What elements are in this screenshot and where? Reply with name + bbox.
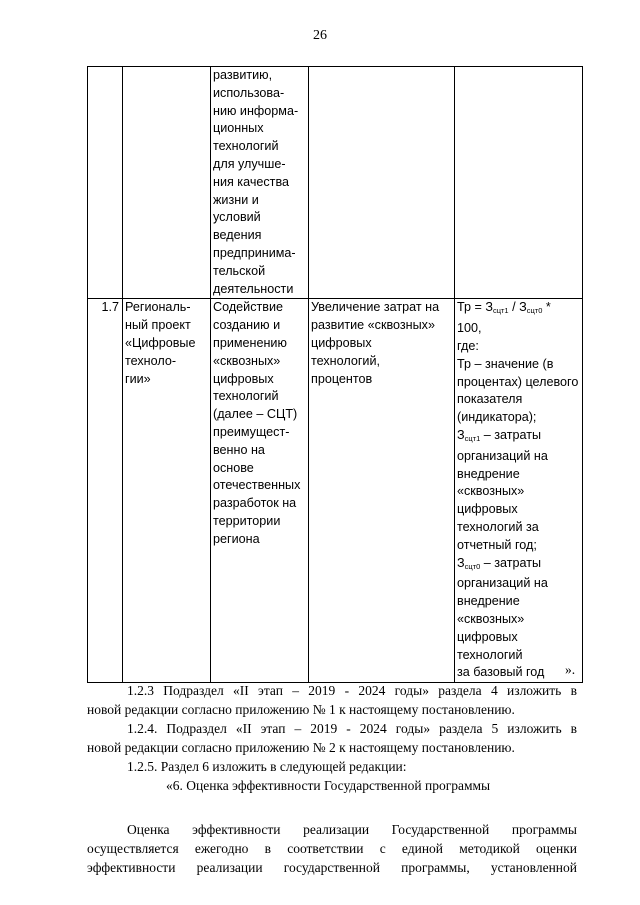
text-line: цифровых [213,371,274,386]
formula-text: – затраты [480,555,542,570]
text-line: жизни и [213,192,259,207]
text-line: ционных [213,121,264,136]
text-line: территории [213,513,281,528]
text-line: тельской [213,263,266,278]
table-row-continuation [88,67,583,299]
row-number: 1.7 [101,300,119,315]
text-line: предпринима- [213,245,296,260]
formula-text: * [542,300,551,315]
text-line: условий [213,210,261,225]
formula-line [457,299,580,320]
text-line: организаций на [457,576,548,591]
cell-task-continuation [211,67,309,299]
paragraph-line: осуществляется ежегодно в соответствии с единой методикой оценки [87,841,577,856]
text-line: ведения [213,228,262,243]
text-line: преимущест- [213,424,290,439]
formula-subscript: сцт1 [492,306,509,316]
body-paragraph [87,820,577,877]
text-line: процентов [311,371,373,386]
text-line: показателя [457,392,523,407]
text-line: (далее – СЦТ) [213,407,298,422]
text-line: гии» [125,371,151,386]
text-line: Содействие [213,300,284,315]
text-line: техноло- [125,353,177,368]
formula-text: З [457,427,465,442]
paragraph-1-2-3 [87,681,577,719]
paragraph-line: Оценка эффективности реализации Государственной программы [127,822,577,837]
paragraph-line: эффективности реализации государственной программы, установленной [87,860,577,875]
text-line: внедрение [457,466,520,481]
text-line: (индикатора); [457,410,537,425]
cell-project [123,67,211,299]
formula-line [457,555,580,576]
text-line: 100, [457,321,482,336]
closing-quote: ». [565,662,576,677]
paragraph-1-2-5: 1.2.5. Раздел 6 изложить в следующей редакции: [127,759,407,774]
text-line: организаций на [457,448,548,463]
text-line: «сквозных» [457,611,525,626]
text-line: цифровых [457,502,518,517]
paragraph-line: 1.2.4. Подраздел «II этап – 2019 - 2024 годы» раздела 5 изложить в [127,721,577,736]
cell-formula [455,67,583,299]
cell-task [211,299,309,683]
text-line: развитие «сквозных» [311,318,435,333]
text-line: внедрение [457,594,520,609]
page-number: 26 [313,28,327,43]
text-line: «Цифровые [125,335,196,350]
cell-indicator [309,67,455,299]
text-line: основе [213,460,254,475]
cell-number [88,67,123,299]
text-line: применению [213,335,287,350]
text-line: отечественных [213,478,301,493]
formula-line [457,427,580,448]
text-line: «сквозных» [457,484,525,499]
paragraph-line: 1.2.3 Подраздел «II этап – 2019 - 2024 годы» раздела 4 изложить в [127,683,577,698]
cell-indicator [309,299,455,683]
text-line: использова- [213,85,285,100]
formula-subscript: сцт0 [526,306,543,316]
text-line: созданию и [213,318,281,333]
text-line: ный проект [125,318,191,333]
text-line: нию информа- [213,103,299,118]
formula-text: / З [508,300,527,315]
program-table [87,66,583,683]
text-line: технологий [213,139,279,154]
text-line: Увеличение затрат на [311,300,440,315]
cell-project [123,299,211,683]
text-line: деятельности [213,281,294,296]
text-line: для улучше- [213,156,286,171]
paragraph-line: новой редакции согласно приложению № 2 к настоящему постановлению. [87,740,515,755]
cell-number [88,299,123,683]
text-line: где: [457,338,479,353]
formula-text: Тр = З [457,300,493,315]
text-line: технологий [457,647,523,662]
text-line: технологий за [457,519,539,534]
text-line: ния качества [213,174,290,189]
text-line: технологий [213,389,279,404]
text-line: Тр – значение (в [457,356,554,371]
text-line: процентах) целевого [457,374,579,389]
formula-text: З [457,555,465,570]
text-line: цифровых [457,629,518,644]
paragraph-line: новой редакции согласно приложению № 1 к настоящему постановлению. [87,702,515,717]
text-line: региона [213,531,260,546]
cell-formula [455,299,583,683]
text-line: венно на [213,442,265,457]
paragraph-1-2-4 [87,719,577,757]
text-line: «сквозных» [213,353,281,368]
formula-text: – затраты [480,427,542,442]
section-heading: «6. Оценка эффективности Государственной программы [166,778,491,793]
text-line: развитию, [213,68,273,82]
formula-subscript: сцт0 [464,561,481,571]
table-row-1-7 [88,299,583,683]
text-line: за базовый год [457,665,545,680]
text-line: Региональ- [125,300,191,315]
text-line: отчетный год; [457,537,537,552]
text-line: технологий, [311,353,380,368]
text-line: цифровых [311,335,372,350]
text-line: разработок на [213,496,297,511]
formula-subscript: сцт1 [464,433,481,443]
